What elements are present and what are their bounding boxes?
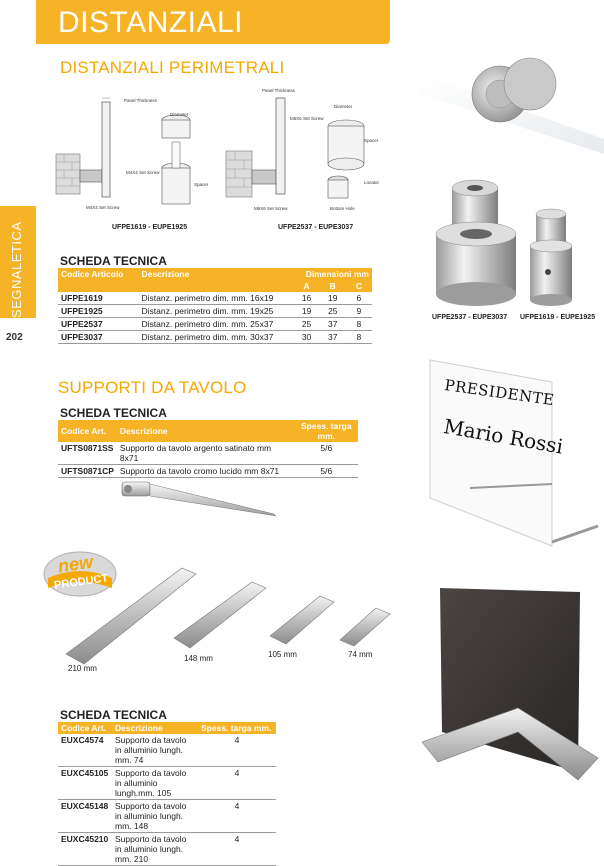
row-desc-line2: in alluminio lungh. mm. 74 xyxy=(115,745,184,765)
row-code: EUXC45210 xyxy=(58,833,112,866)
table-row xyxy=(58,331,372,344)
scheda-tecnica-2: SCHEDA TECNICA xyxy=(60,406,167,420)
table-row xyxy=(58,305,372,318)
row-desc: Distanz. perimetro dim. mm. 25x37 xyxy=(139,318,294,331)
table-subheader-row xyxy=(58,280,372,292)
row-desc: Distanz. perimetro dim. mm. 16x19 xyxy=(139,292,294,305)
col-header-dimensioni: Dimensioni mm xyxy=(293,268,372,280)
col-header-spessore: Spess. targa mm. xyxy=(295,420,358,442)
col-header-codice: Codice Articolo xyxy=(58,268,139,280)
row-code: UFPE1925 xyxy=(58,305,139,318)
row-a: 30 xyxy=(293,331,319,344)
col-header-codice: Codice Art. xyxy=(58,420,117,442)
section-title-supporti-da-tavolo: SUPPORTI DA TAVOLO xyxy=(58,378,247,397)
row-code: UFTS0871SS xyxy=(58,442,117,465)
table-row xyxy=(58,767,276,800)
diagram2-label-bottom-hole: Bottom Hole xyxy=(330,206,355,211)
length-label-105: 105 mm xyxy=(268,650,297,659)
table-row xyxy=(58,292,372,305)
row-a: 16 xyxy=(293,292,319,305)
row-c: 6 xyxy=(346,292,372,305)
row-spess: 4 xyxy=(198,833,276,866)
row-desc-line2: in alluminio lungh. mm. 210 xyxy=(115,844,184,864)
length-label-210: 210 mm xyxy=(68,664,97,673)
diagram2-label-diameter: Diameter xyxy=(334,104,353,109)
empty-subheader-cell xyxy=(139,280,294,292)
wall-hatch xyxy=(56,154,80,194)
row-desc-line2: in alluminio lungh. mm. 148 xyxy=(115,811,184,831)
new-product-badge-line2: PRODUCT xyxy=(53,572,109,592)
photo-caption-small: UFPE1619 - EUPE1925 xyxy=(520,314,596,321)
scheda-tecnica-3: SCHEDA TECNICA xyxy=(60,708,167,722)
diagram1-label-set-screw-bottom: M4X4 Set Screw xyxy=(86,205,120,210)
row-desc xyxy=(112,767,198,800)
row-desc-line1: Supporto da tavolo xyxy=(115,735,187,745)
diagram2-label-locator: Locator xyxy=(364,180,380,185)
technical-diagram-ufpe2537 xyxy=(226,86,396,221)
table-header-row xyxy=(58,268,372,280)
col-header-descrizione: Descrizione xyxy=(117,420,295,442)
spec-table-supporti xyxy=(58,420,358,478)
sign-text-name: Mario Rossi xyxy=(441,414,565,459)
col-header-descrizione: Descrizione xyxy=(112,722,198,734)
row-c: 9 xyxy=(346,305,372,318)
table-row xyxy=(58,800,276,833)
diagram2-caption: UFPE2537 - EUPE3037 xyxy=(278,224,354,231)
photo-spacer-large xyxy=(432,178,520,308)
row-code: UFTS0871CP xyxy=(58,465,117,478)
photo-spacer-small xyxy=(522,206,582,310)
photo-panel-on-base xyxy=(418,582,604,818)
photo-caption-large: UFPE2537 - EUPE3037 xyxy=(432,314,508,321)
row-code: EUXC45105 xyxy=(58,767,112,800)
table-row xyxy=(58,734,276,767)
row-spess: 4 xyxy=(198,767,276,800)
col-header-codice: Codice Art. xyxy=(58,722,112,734)
row-desc-line2: in alluminio lungh.mm. 105 xyxy=(115,778,172,798)
row-spess: 4 xyxy=(198,734,276,767)
new-product-badge-line1: new xyxy=(56,551,95,577)
row-c: 8 xyxy=(346,331,372,344)
length-label-148: 148 mm xyxy=(184,654,213,663)
technical-diagram-ufpe1619 xyxy=(56,92,226,222)
table-header-row xyxy=(58,420,358,442)
row-spess: 5/6 xyxy=(295,442,358,465)
page-title: DISTANZIALI xyxy=(58,6,243,39)
row-desc: Distanz. perimetro dim. mm. 30x37 xyxy=(139,331,294,344)
col-header-descrizione: Descrizione xyxy=(139,268,294,280)
row-code: UFPE3037 xyxy=(58,331,139,344)
row-desc-line1: Supporto da tavolo xyxy=(115,801,187,811)
row-code: UFPE2537 xyxy=(58,318,139,331)
row-b: 37 xyxy=(320,318,346,331)
photo-table-support-pin xyxy=(114,476,284,526)
sidebar xyxy=(0,0,36,850)
photo-spacer-on-glass xyxy=(420,44,604,154)
spec-table-alluminio xyxy=(58,722,276,866)
table-row xyxy=(58,442,358,465)
sign-text-title: PRESIDENTE xyxy=(443,376,556,410)
row-spess: 5/6 xyxy=(295,465,358,478)
sidebar-label: SEGNALETICA xyxy=(9,221,24,318)
row-code: EUXC4574 xyxy=(58,734,112,767)
col-header-a: A xyxy=(293,280,319,292)
row-desc xyxy=(112,833,198,866)
row-spess: 4 xyxy=(198,800,276,833)
scheda-tecnica-1: SCHEDA TECNICA xyxy=(60,254,167,268)
diagram2-label-panel-thickness: Panel Thickness xyxy=(262,88,295,93)
table-header-row xyxy=(58,722,276,734)
row-desc xyxy=(112,734,198,767)
diagram2-label-spacer: Spacer xyxy=(364,138,379,143)
row-desc: Supporto da tavolo cromo lucido mm 8x71 xyxy=(117,465,295,478)
col-header-b: B xyxy=(320,280,346,292)
diagram1-label-diameter: Diameter xyxy=(170,112,189,117)
row-desc-line1: Supporto da tavolo xyxy=(115,834,187,844)
length-label-74: 74 mm xyxy=(348,650,373,659)
col-header-spessore: Spess. targa mm. xyxy=(198,722,276,734)
spec-table-distanziali xyxy=(58,268,372,344)
row-code: UFPE1619 xyxy=(58,292,139,305)
row-b: 37 xyxy=(320,331,346,344)
table-row xyxy=(58,833,276,866)
diagram2-label-set-screw-top: M6X6 Set Screw xyxy=(290,116,324,121)
section-title-distanziali-perimetrali: DISTANZIALI PERIMETRALI xyxy=(60,58,285,77)
diagram1-label-spacer: Spacer xyxy=(194,182,209,187)
header-banner xyxy=(36,0,390,44)
page-number: 202 xyxy=(6,332,23,343)
diagram1-caption: UFPE1619 - EUPE1925 xyxy=(112,224,188,231)
row-desc xyxy=(112,800,198,833)
row-desc: Supporto da tavolo argento satinato mm 8x71 xyxy=(117,442,295,465)
diagram2-label-set-screw-bottom: M6X6 Set Screw xyxy=(254,206,288,211)
row-desc-line1: Supporto da tavolo xyxy=(115,768,187,778)
empty-subheader-cell xyxy=(58,280,139,292)
row-a: 25 xyxy=(293,318,319,331)
diagram1-label-panel-thickness: Panel Thickness xyxy=(124,98,157,103)
diagram1-label-set-screw-top: M4X4 Set Screw xyxy=(126,170,160,175)
row-desc: Distanz. perimetro dim. mm. 19x25 xyxy=(139,305,294,318)
col-header-c: C xyxy=(346,280,372,292)
wall-hatch xyxy=(226,151,252,197)
row-a: 19 xyxy=(293,305,319,318)
row-c: 8 xyxy=(346,318,372,331)
row-b: 25 xyxy=(320,305,346,318)
row-code: EUXC45148 xyxy=(58,800,112,833)
row-b: 19 xyxy=(320,292,346,305)
table-row xyxy=(58,318,372,331)
